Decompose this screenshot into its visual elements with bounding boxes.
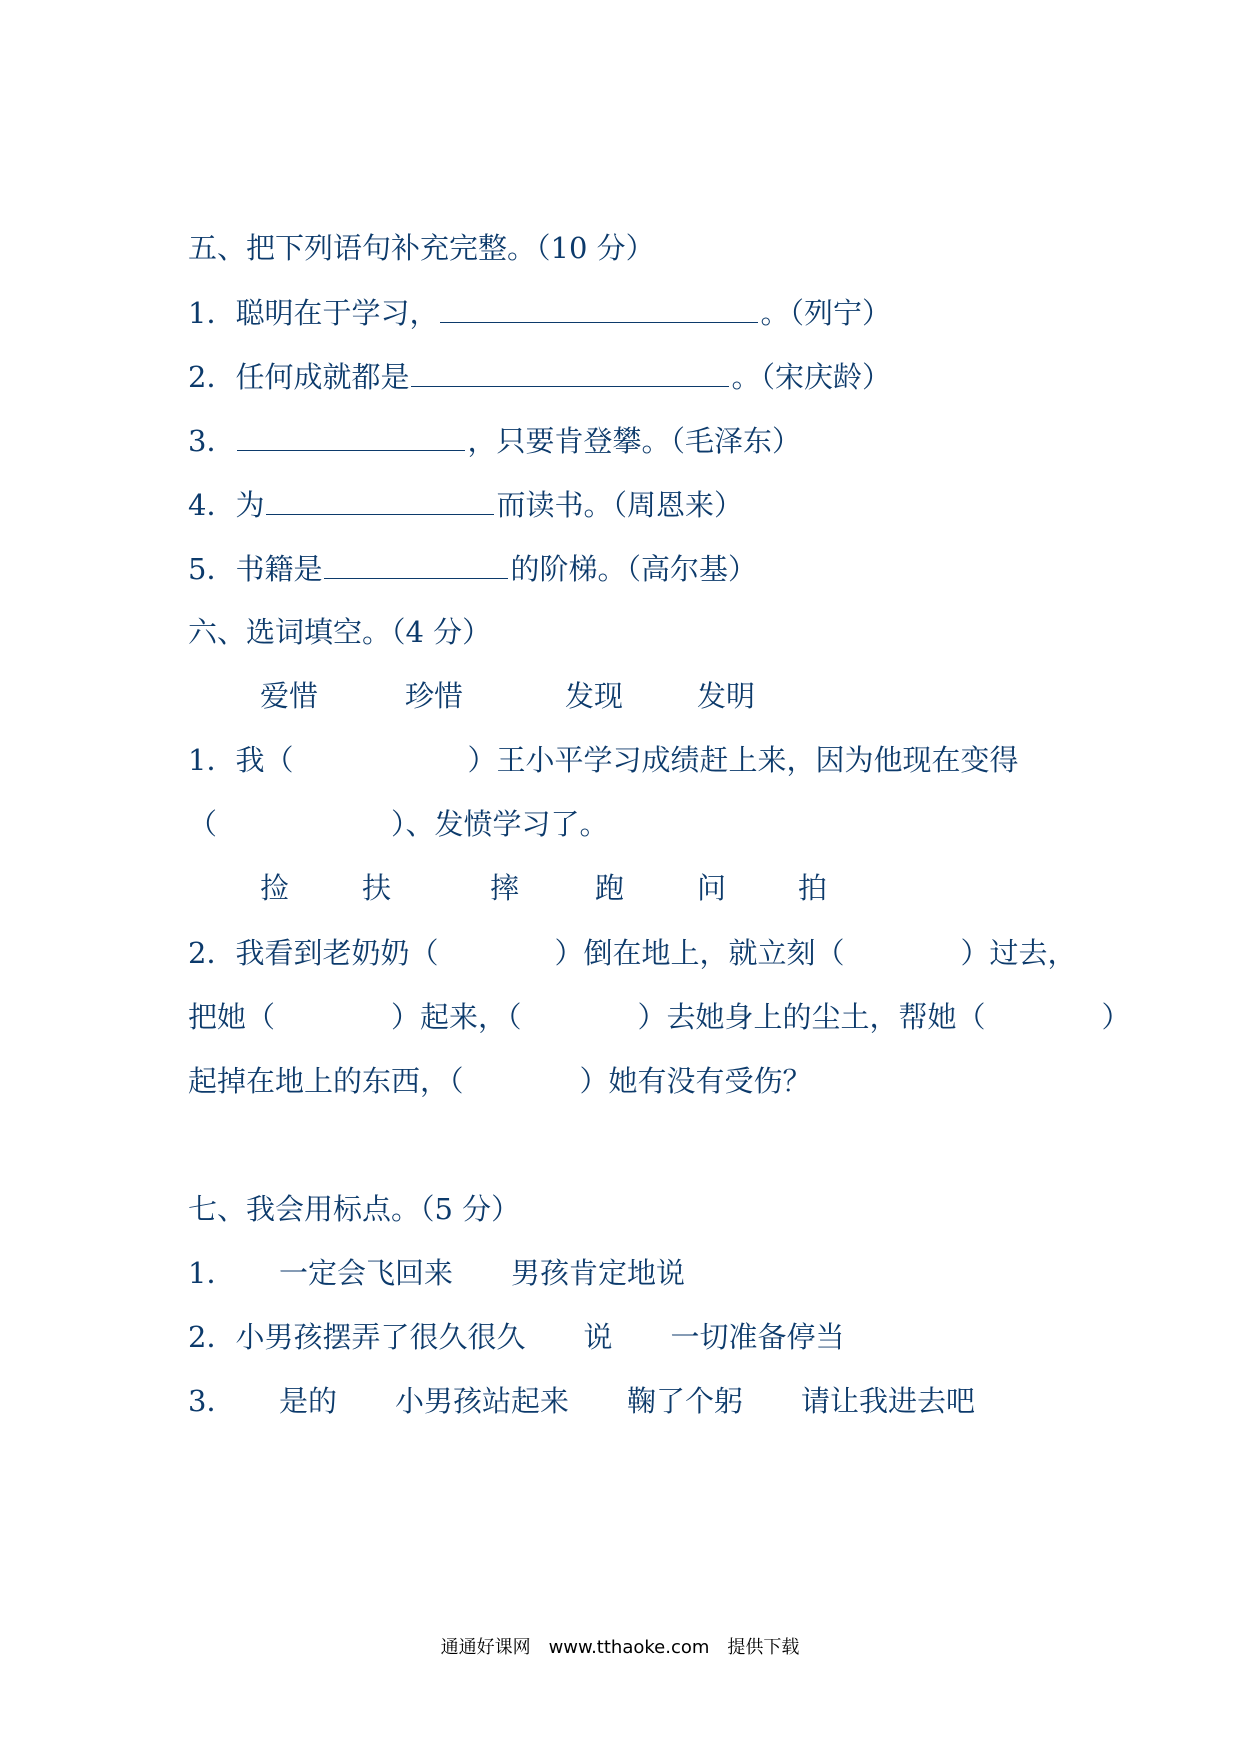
s5-q1-post: 。（列宁） bbox=[760, 296, 891, 330]
word-option: 发现 bbox=[565, 679, 624, 713]
verb-option: 捡 bbox=[260, 871, 290, 905]
verb-option: 扶 bbox=[362, 871, 392, 905]
s5-q1-blank[interactable] bbox=[440, 292, 758, 323]
verb-option: 拍 bbox=[798, 871, 828, 905]
s5-q2-pre: 2．任何成就都是 bbox=[188, 360, 410, 394]
s6-question-1b: （ ）、发愤学习了。 bbox=[188, 807, 609, 841]
word-option: 爱惜 bbox=[260, 679, 319, 713]
s5-question-1 bbox=[188, 292, 891, 333]
word-option: 珍惜 bbox=[405, 679, 464, 713]
word-option: 发明 bbox=[697, 679, 756, 713]
s5-question-3 bbox=[188, 420, 801, 461]
verb-option: 跑 bbox=[595, 871, 625, 905]
s5-question-2 bbox=[188, 356, 891, 397]
s5-q5-blank[interactable] bbox=[324, 548, 508, 579]
page-footer: 通通好课网 www.tthaoke.com 提供下载 bbox=[440, 1637, 800, 1658]
s5-q4-blank[interactable] bbox=[266, 484, 494, 515]
s5-question-5 bbox=[188, 548, 757, 589]
s5-q3-post: ，只要肯登攀。（毛泽东） bbox=[467, 424, 801, 458]
s7-question-3: 3． 是的 小男孩站起来 鞠了个躬 请让我进去吧 bbox=[188, 1384, 975, 1418]
s6-question-1a: 1．我（ ）王小平学习成绩赶上来，因为他现在变得 bbox=[188, 743, 1019, 777]
s7-question-2: 2．小男孩摆弄了很久很久 说 一切准备停当 bbox=[188, 1320, 845, 1354]
s5-q1-pre: 1．聪明在于学习， bbox=[188, 296, 439, 330]
s5-q2-blank[interactable] bbox=[411, 356, 729, 387]
verb-option: 摔 bbox=[490, 871, 520, 905]
s6-question-2b: 把她（ ）起来，（ ）去她身上的尘土，帮她（ ） bbox=[188, 1000, 1131, 1034]
section-5-title: 五、把下列语句补充完整。（10 分） bbox=[188, 231, 655, 265]
section-7-title: 七、我会用标点。（5 分） bbox=[188, 1192, 521, 1226]
section-6-title: 六、选词填空。（4 分） bbox=[188, 615, 492, 649]
s5-q5-pre: 5．书籍是 bbox=[188, 552, 323, 586]
s6-question-2a: 2．我看到老奶奶（ ）倒在地上，就立刻（ ）过去， bbox=[188, 936, 1077, 970]
s5-q4-post: 而读书。（周恩来） bbox=[496, 488, 743, 522]
s5-q3-pre: 3． bbox=[188, 424, 236, 458]
s5-q4-pre: 4．为 bbox=[188, 488, 265, 522]
s5-q5-post: 的阶梯。（高尔基） bbox=[510, 552, 757, 586]
s5-q2-post: 。（宋庆龄） bbox=[731, 360, 891, 394]
s5-q3-blank[interactable] bbox=[237, 420, 465, 451]
s5-question-4 bbox=[188, 484, 743, 525]
s6-question-2c: 起掉在地上的东西，（ ）她有没有受伤？ bbox=[188, 1064, 812, 1098]
s7-question-1: 1． 一定会飞回来 男孩肯定地说 bbox=[188, 1256, 685, 1290]
verb-option: 问 bbox=[697, 871, 727, 905]
